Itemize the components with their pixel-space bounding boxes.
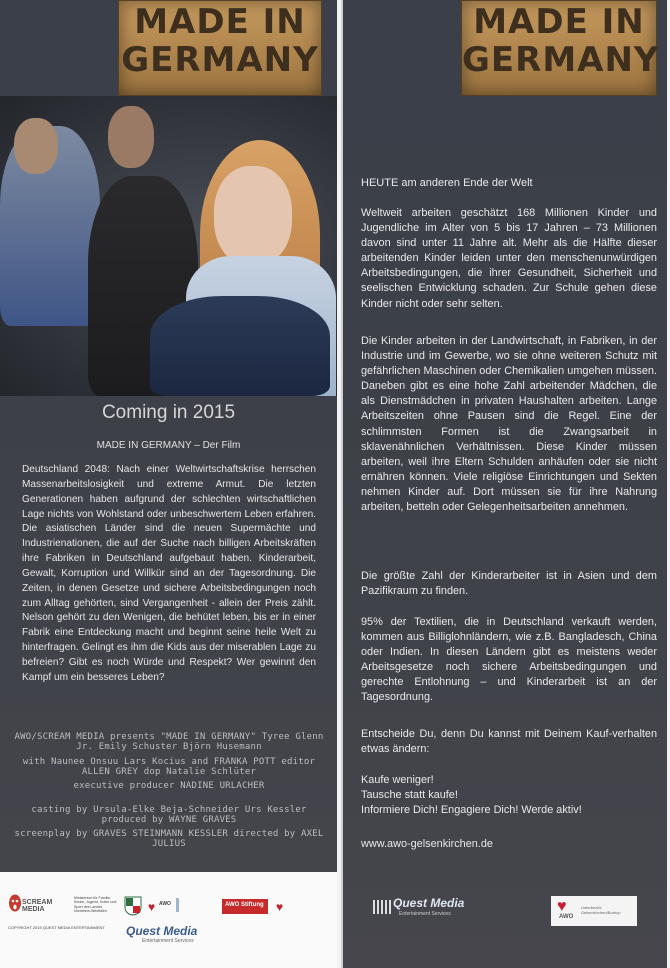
- awo-gelsenkirchen-logo: [551, 896, 637, 926]
- ministry-logo-text: Ministerium für Familie, Kinder, Jugend, Kultur und Sport des Landes Nordrhein-Westfalen: [74, 896, 117, 914]
- title-line-1: MADE IN: [473, 2, 645, 42]
- awo-logo-1: [148, 898, 172, 912]
- partner-logo: [176, 898, 212, 912]
- quest-media-logo: [373, 892, 465, 922]
- credits-line: with Naunee Onsuu Lars Kocius and FRANKA POTT editor ALLEN GREY dop Natalie Schlüter: [22, 757, 316, 777]
- title-line-1: MADE IN: [134, 2, 306, 42]
- awo-logo-2: [276, 898, 298, 912]
- title-logo-plate: [461, 0, 660, 96]
- credits-line: executive producer NADINE URLACHER: [73, 781, 265, 791]
- heart-icon: ♥: [557, 898, 567, 915]
- section-heading: HEUTE am anderen Ende der Welt: [361, 177, 533, 189]
- quest-media-label: Quest Media: [393, 896, 465, 910]
- scream-media-label: SCREAM MEDIA: [22, 899, 53, 913]
- paragraph-child-labour-stats: Weltweit arbeiten geschätzt 168 Millionen Kinder und Jugendliche im Alter von 5 bis 17 Jahren – 73 Millionen davon sind unter 11 Jahre alt. Mehr als die Hälfte dieser arbeitenden Kinder leiden unter den menschenunwürdigen Arbeitsbedingungen, die ihrer Gesundheit, Sicherheit und seelischen Entwicklung schaden. Zur Schule gehen diese Kinder nicht oder sehr selten.: [361, 207, 657, 310]
- awo-sub-label: Unterbezirk Gelsenkirchen/Bottrop: [581, 905, 621, 915]
- awo-label: AWO: [559, 914, 574, 920]
- poster-photo: [0, 96, 337, 396]
- action-item: Kaufe weniger!: [361, 774, 434, 786]
- paragraph-textiles: 95% der Textilien, die in Deutschland verkauft werden, kommen aus Billiglohnländern, wie z.B. Bangladesch, China oder Indien. In diesen Ländern gibt es meistens weder Arbeitsgesetze noch sichere Arbeitsbedingungen und gerechte Entlohnung – und Kinderarbeit ist an der Tagesordnung.: [361, 616, 657, 704]
- copyright-note: COPYRIGHT 2015 QUEST MEDIA ENTERTAINMENT: [8, 925, 105, 930]
- quest-media-label: Quest Media: [126, 924, 198, 938]
- right-logo-strip: [343, 888, 667, 932]
- man-middle-head: [108, 106, 154, 168]
- title-line-2: GERMANY: [462, 40, 660, 80]
- credits-line: casting by Ursula-Elke Beja-Schneider Urs Kessler produced by WAYNE GRAVES: [31, 805, 307, 825]
- nrw-crest-icon: [124, 896, 142, 916]
- man-left-head: [14, 118, 58, 174]
- film-strip-icon: [373, 900, 391, 914]
- scream-face-icon: [8, 894, 22, 912]
- credits-line: screenplay by GRAVES STEINMANN KESSLER directed by AXEL JULIUS: [14, 829, 324, 849]
- action-list: [361, 773, 657, 818]
- action-item: Informiere Dich! Engagiere Dich! Werde aktiv!: [361, 804, 582, 817]
- paragraph-working-conditions: Die Kinder arbeiten in der Landwirtschaft, in Fabriken, in der Industrie und im Gewerbe, wo sie ohne weiteren Schutz mit gefährlichen Maschinen oder Chemikalien umgehen müssen. Daneben gibt es eine hohe Zahl arbeitender Mädchen, die als Dienstmädchen in privaten Haushalten arbeiten. Lange Arbeitszeiten ohne Pausen sind die Regel. Eine der schlimmsten Formen ist die Zwangsarbeit in sklavenähnlichen Verhältnissen. Diese Kinder müssen arbeiten, weil ihre Eltern Schulden anhäufen oder sie nicht ernähren können. Viele religiöse Einrichtungen und Sekten nehmen Kinder auf. Dort müssen sie für ihre Nahrung arbeiten, betteln oder Gelegenheitsarbeiten annehmen.: [361, 335, 657, 514]
- scream-media-logo: [8, 894, 68, 914]
- film-synopsis: Deutschland 2048: Nach einer Weltwirtschaftskrise herrschen Massenarbeitslosigkeit und extreme Armut. Die letzten Generationen haben aufgrund der schlechten wirtschaftlichen Lage nichts von Wohlstand oder unbeschwertem Leben erfahren. Die asiatischen Länder sind die neuen Supermächte und Industrienationen, die auf der Suche nach billigen Arbeitskräften ihre Fabriken in Deutschland aufgebaut haben. Kinderarbeit, Gewalt, Korruption und Willkür sind an der Tagesordnung. Die Zeiten, in denen Gesetze und sichere Arbeitsbedingungen noch zum Alltag gehörten, sind Vergangenheit - allein der Preis zählt. Nelson gehört zu den Wenigen, die behütet leben, bis er in einer Fabrik eine Entdeckung macht und beginnt seine heile Welt zu hinterfragen. Gelingt es ihm die Kids aus der miserablen Lage zu befreien? Gibt es noch Würde und Respekt? Wer gewinnt den Kampf um ein besseres Leben?: [22, 464, 316, 683]
- credits-line: AWO/SCREAM MEDIA presents "MADE IN GERMANY" Tyree Glenn Jr. Emily Schuster Björn Husemann: [14, 732, 324, 752]
- awo-stiftung-logo: [222, 899, 268, 914]
- heart-icon: ♥: [148, 900, 156, 914]
- girl-face: [214, 166, 292, 266]
- heart-icon: ♥: [276, 900, 284, 914]
- quest-media-logo: [126, 924, 214, 946]
- paragraph-asia-pacific: Die größte Zahl der Kinderarbeiter ist in Asien und dem Pazifikraum zu finden.: [361, 570, 657, 598]
- awo-stiftung-label: AWO Stiftung: [225, 902, 264, 908]
- sponsor-logo-strip: [0, 872, 337, 968]
- paragraph-call-to-action: Entscheide Du, denn Du kannst mit Deinem Kauf-verhalten etwas ändern:: [361, 728, 657, 756]
- jeans-bundle: [150, 296, 330, 396]
- coming-in-2015-heading: Coming in 2015: [101, 402, 236, 423]
- website-link[interactable]: www.awo-gelsenkirchen.de: [361, 838, 493, 850]
- film-subtitle: MADE IN GERMANY – Der Film: [96, 440, 241, 451]
- quest-media-sub: Entertainment Services: [399, 911, 451, 917]
- title-line-2: GERMANY: [121, 40, 319, 80]
- quest-media-sub: Entertainment Services: [142, 938, 194, 944]
- title-logo-plate: [118, 0, 322, 96]
- right-flyer-panel: [341, 0, 667, 968]
- awo-label: AWO: [159, 901, 171, 907]
- action-item: Tausche statt kaufe!: [361, 789, 458, 802]
